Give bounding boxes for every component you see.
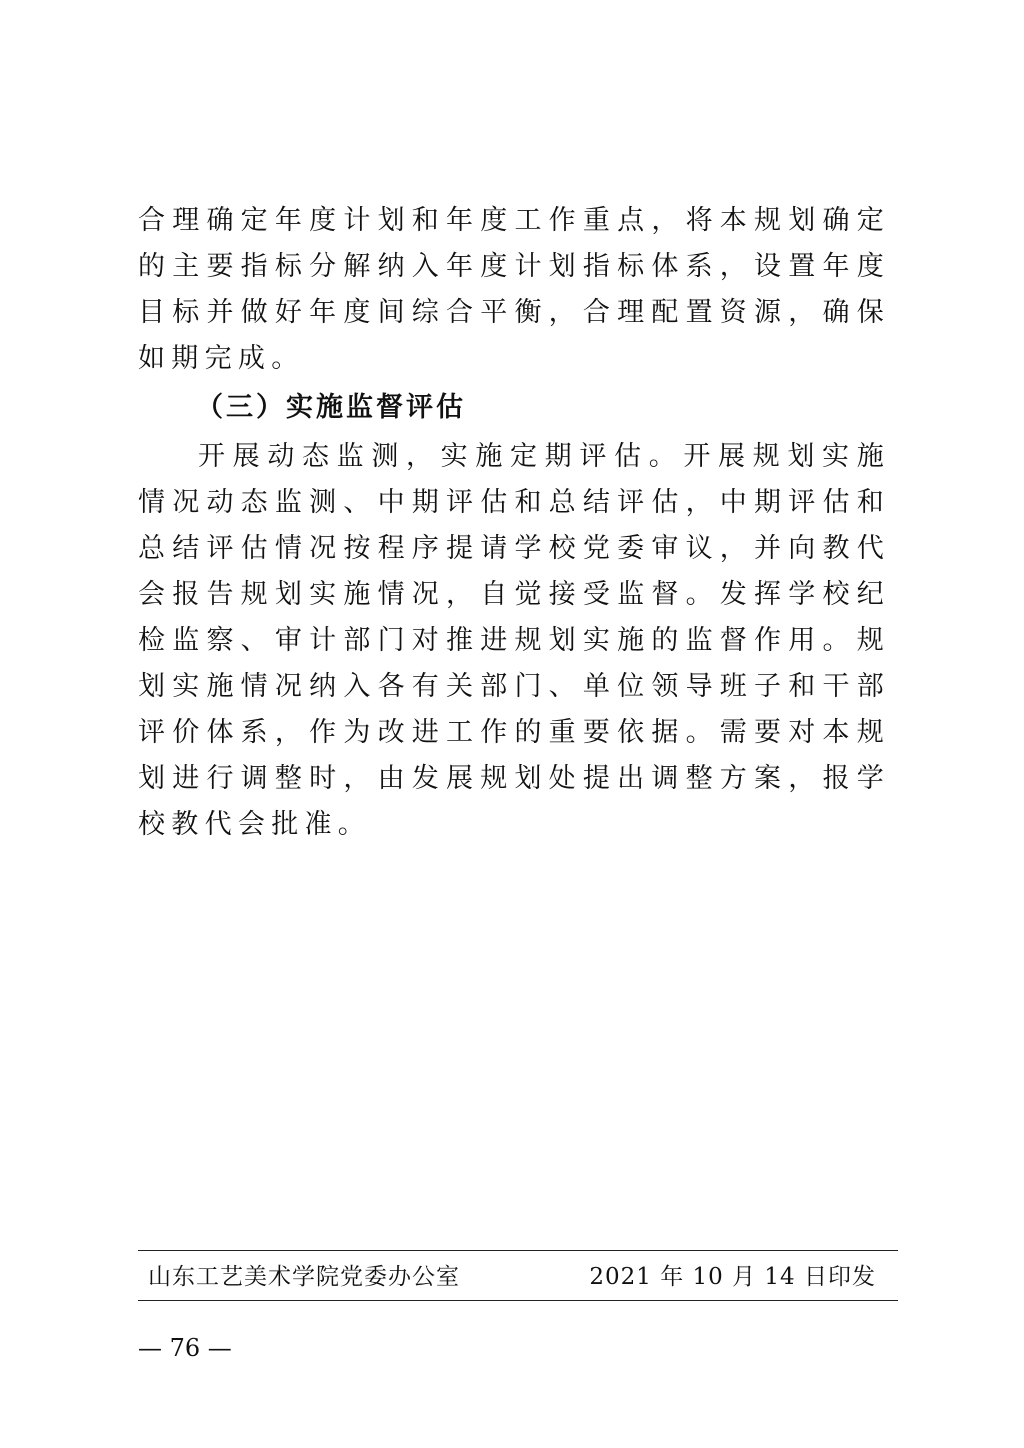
footer-print-date: 2021 年 10 月 14 日印发 — [589, 1264, 876, 1290]
section-heading: （三）实施监督评估 — [196, 392, 466, 423]
footer-rule-top — [138, 1250, 898, 1251]
body-paragraph: 开展动态监测，实施定期评估。开展规划实施情况动态监测、中期评估和总结评估，中期评估和总结评估情况按程序提请学校党委审议，并向教代会报告规划实施情况，自觉接受监督。发挥学校纪检监察、审计部门对推进规划实施的监督作用。规划实施情况纳入各有关部门、单位领导班子和干部评价体系，作为改进工作的重要依据。需要对本规划进行调整时，由发展规划处提出调整方案，报学校教代会批准。 — [138, 441, 890, 840]
page-number: — 76 — — [138, 1334, 232, 1362]
footer-rule-bottom — [138, 1300, 898, 1301]
footer-issuing-office: 山东工艺美术学院党委办公室 — [148, 1264, 460, 1290]
body-paragraph-continued: 合理确定年度计划和年度工作重点，将本规划确定的主要指标分解纳入年度计划指标体系，设置年度目标并做好年度间综合平衡，合理配置资源，确保如期完成。 — [138, 205, 890, 374]
document-body — [138, 198, 890, 848]
